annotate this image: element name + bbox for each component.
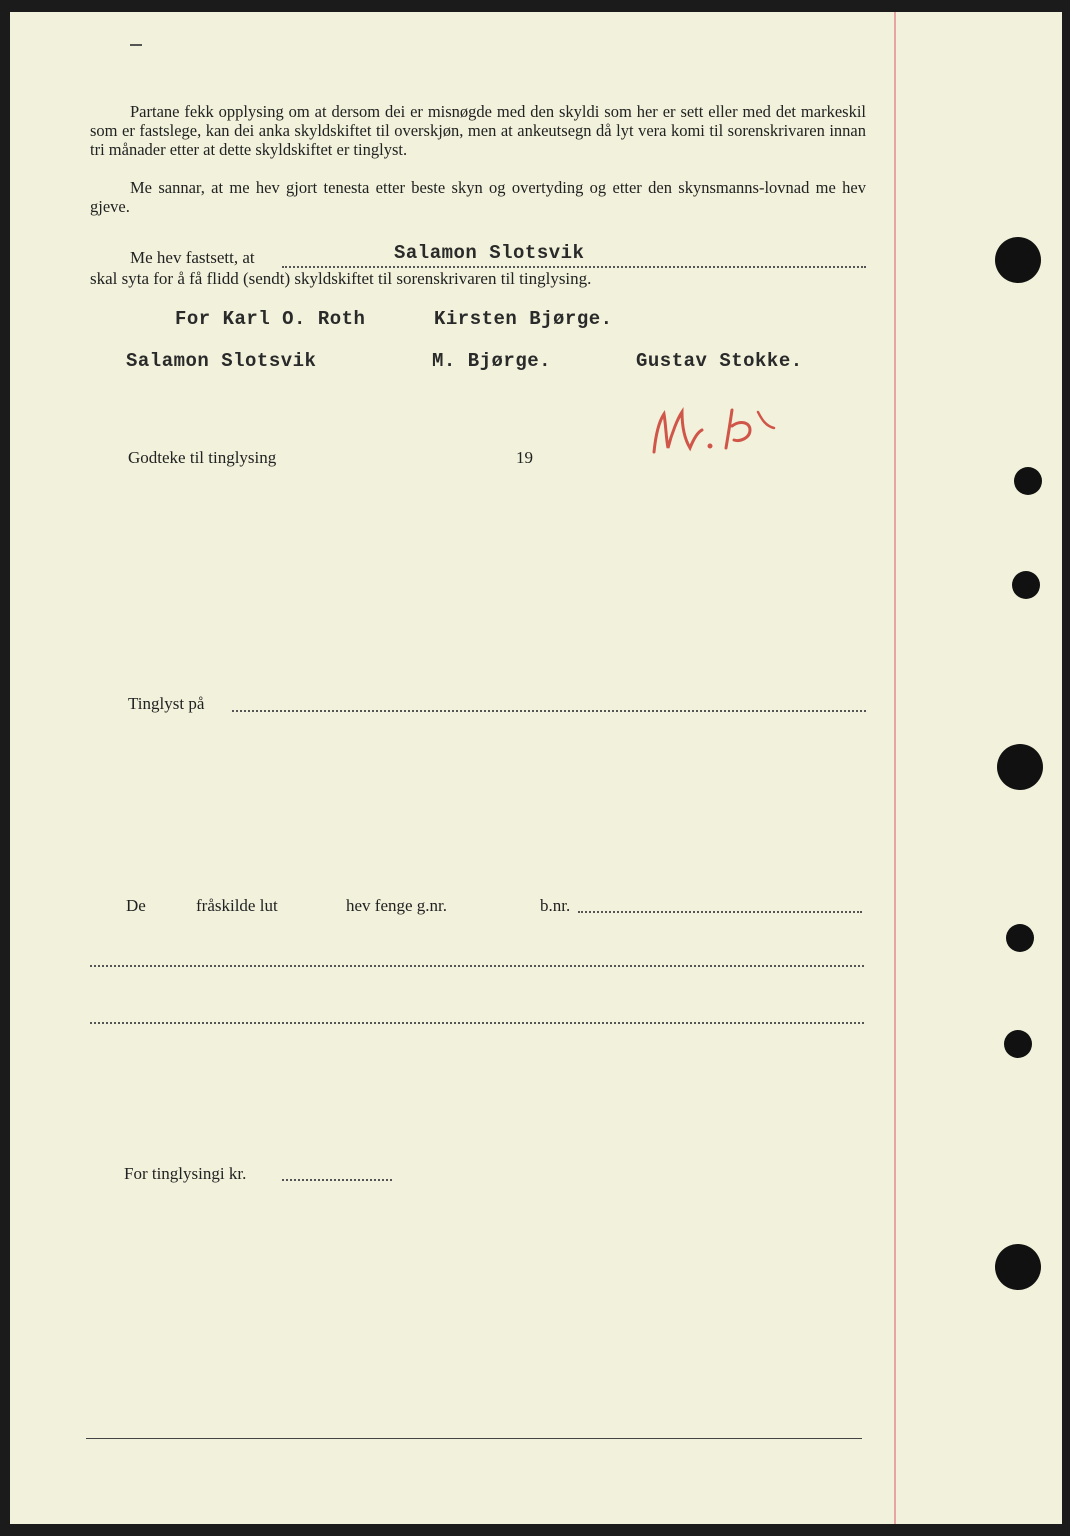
signature-gustav-stokke: Gustav Stokke.: [636, 350, 803, 372]
bnr-label: b.nr.: [540, 896, 571, 915]
fastsett-label: Me hev fastsett, at: [130, 248, 255, 267]
punch-hole: [1012, 571, 1040, 599]
handwritten-initials: [646, 392, 816, 472]
signature-salamon-slotsvik: Salamon Slotsvik: [126, 350, 317, 372]
margin-line: [894, 12, 896, 1524]
tinglysingi-line: [282, 1179, 392, 1181]
syta-text: skal syta for å få flidd (sendt) skyldskiftet til sorenskrivaren til tinglysing.: [90, 269, 592, 288]
corner-mark: [130, 44, 142, 46]
signature-m-bjorge: M. Bjørge.: [432, 350, 552, 372]
punch-hole: [995, 1244, 1041, 1290]
punch-hole: [995, 237, 1041, 283]
appeal-notice-paragraph: Partane fekk opplysing om at dersom dei er misnøgde med den skyldi som her er sett eller med det markeskil som er fastslege, kan dei anka skyldskiftet til overskjøn, men at ankeutsegn då lyt vera komi til sorenskrivaren innan tri månader etter at dette skyldskiftet er tinglyst.: [90, 102, 866, 159]
punch-hole: [997, 744, 1043, 790]
year-prefix: 19: [516, 448, 533, 467]
fastsett-line: [282, 266, 866, 268]
signature-kirsten-bjorge: Kirsten Bjørge.: [434, 308, 613, 330]
document-page: [10, 12, 1062, 1524]
punch-hole: [1006, 924, 1034, 952]
punch-hole: [1014, 467, 1042, 495]
fraskilde-line-1: [90, 965, 864, 967]
fastsett-name: Salamon Slotsvik: [394, 242, 585, 264]
fraskilde-line-2: [90, 1022, 864, 1024]
bnr-line: [578, 911, 862, 913]
signature-karl-roth: For Karl O. Roth: [175, 308, 366, 330]
bottom-rule: [86, 1438, 862, 1439]
de-label: De: [126, 896, 146, 915]
tinglysingi-label: For tinglysingi kr.: [124, 1164, 247, 1183]
hev-fenge-label: hev fenge g.nr.: [346, 896, 448, 915]
fraskilde-lut-label: fråskilde lut: [196, 896, 278, 915]
godteke-label: Godteke til tinglysing: [128, 448, 277, 467]
punch-hole: [1004, 1030, 1032, 1058]
tinglyst-label: Tinglyst på: [128, 694, 205, 713]
oath-paragraph: Me sannar, at me hev gjort tenesta etter beste skyn og overtyding og etter den skynsmanns-lovnad me hev gjeve.: [90, 178, 866, 216]
tinglyst-line: [232, 710, 866, 712]
